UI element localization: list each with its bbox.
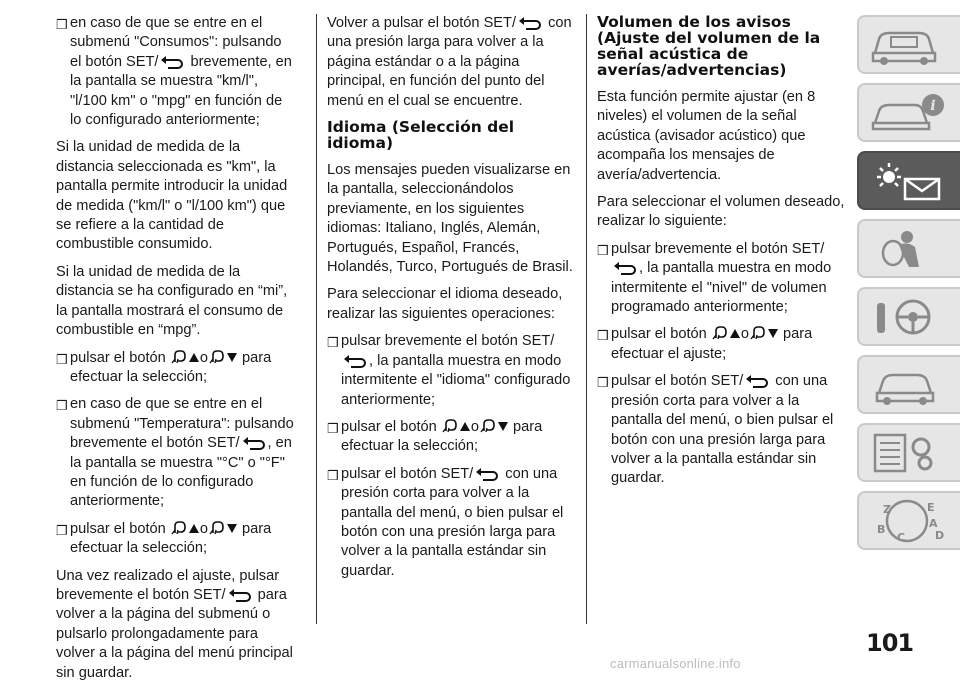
page-number: 101	[866, 629, 914, 657]
column-2	[327, 14, 577, 589]
steering-down-button-icon	[749, 325, 779, 341]
paragraph: Una vez realizado el ajuste, pulsar brevemente el botón SET/ para volver a la página del submenú o pulsarlo prolongadamente para volver a la página del menú principal sin guardar.	[56, 567, 293, 681]
return-button-icon	[613, 261, 637, 275]
paragraph: Si la unidad de medida de la distancia se ha configurado en “mi”, la pantalla mostrará el consumo de combustible en “mpg”.	[56, 263, 288, 339]
steering-up-button-icon	[170, 520, 200, 536]
checklist-gear-icon	[869, 431, 947, 475]
tab-dashboard[interactable]	[857, 15, 960, 74]
list-item: ❒ en caso de que se entre en el submenú "Consumos": pulsando el botón SET/ brevemente, en la pantalla se muestra "km/l", "l/100 km" o "mpg" en función de lo configurado anteriormente;	[56, 15, 292, 129]
car-info-icon	[869, 91, 947, 135]
column-divider	[586, 14, 587, 624]
return-button-icon	[475, 467, 499, 481]
car-dashboard-icon	[869, 23, 947, 67]
steering-down-button-icon	[208, 520, 238, 536]
steering-down-button-icon	[479, 418, 509, 434]
bullet-box-icon: ❒	[597, 328, 609, 344]
list-item: ❒ pulsar el botón o para efectuar la selección;	[327, 418, 543, 455]
column-3	[597, 14, 847, 497]
airbag-seat-icon	[869, 227, 947, 271]
paragraph: Para seleccionar el idioma deseado, realizar las siguientes operaciones:	[327, 286, 563, 322]
bullet-box-icon: ❒	[327, 467, 339, 483]
tab-info[interactable]	[857, 83, 960, 142]
svg-text:D: D	[935, 529, 945, 542]
paragraph: Volver a pulsar el botón SET/ con una presión larga para volver a la página estándar o a la página principal, en función del punto del menú en el cual se encuentre.	[327, 15, 572, 109]
steering-up-button-icon	[711, 325, 741, 341]
tab-start-drive[interactable]	[857, 287, 960, 346]
column-1	[56, 14, 296, 691]
section-heading: Idioma (Selección del idioma)	[327, 118, 515, 153]
watermark: carmanualsonline.info	[610, 656, 741, 671]
alphabetical-index-icon	[869, 499, 947, 543]
svg-text:B: B	[877, 523, 886, 536]
list-item: ❒ pulsar el botón SET/ con una presión corta para volver a la pantalla del menú, o bien pulsar el botón con una presión larga para volver a la pantalla estándar sin guardar.	[327, 465, 564, 579]
bullet-box-icon: ❒	[56, 398, 68, 414]
paragraph: Los mensajes pueden visualizarse en la pantalla, seleccionándolos previamente, en los siguientes idiomas: Italiano, Inglés, Alemán, Portugués, Español, Francés, Holandés, Turco, Portugués de Brasil.	[327, 162, 573, 276]
bullet-box-icon: ❒	[56, 351, 68, 367]
tab-warnings[interactable]	[857, 151, 960, 210]
tab-maintenance[interactable]	[857, 423, 960, 482]
tab-emergency[interactable]	[857, 355, 960, 414]
list-item: ❒ pulsar el botón o para efectuar el ajuste;	[597, 326, 813, 362]
return-button-icon	[228, 588, 252, 602]
column-divider	[316, 14, 317, 624]
return-button-icon	[518, 16, 542, 30]
return-button-icon	[745, 374, 769, 388]
return-button-icon	[242, 436, 266, 450]
list-item: ❒ pulsar el botón SET/ con una presión corta para volver a la pantalla del menú, o bien pulsar el botón con una presión larga para volver a la pantalla estándar sin guardar.	[597, 373, 834, 487]
list-item: ❒ pulsar el botón o para efectuar la selección;	[56, 520, 272, 557]
list-item: ❒ pulsar el botón o para efectuar la selección;	[56, 349, 272, 385]
return-button-icon	[343, 354, 367, 368]
svg-text:E: E	[927, 501, 935, 514]
steering-up-button-icon	[170, 349, 200, 365]
bullet-box-icon: ❒	[327, 420, 339, 436]
bullet-box-icon: ❒	[597, 375, 609, 391]
svg-text:i: i	[930, 98, 936, 114]
bullet-box-icon: ❒	[327, 335, 339, 351]
list-item: ❒ pulsar brevemente el botón SET/ , la pantalla muestra en modo intermitente el "nivel" de volumen programado anteriormente;	[597, 240, 832, 316]
return-button-icon	[160, 55, 184, 69]
section-heading: Volumen de los avisos (Ajuste del volumen de la señal acústica de averías/advertencias)	[597, 13, 821, 79]
svg-text:Z: Z	[883, 503, 891, 516]
warning-light-icon	[869, 159, 947, 203]
bullet-box-icon: ❒	[597, 242, 609, 258]
car-service-icon	[869, 363, 947, 407]
svg-text:C: C	[897, 531, 906, 543]
svg-text:A: A	[929, 517, 938, 530]
bullet-box-icon: ❒	[56, 522, 68, 538]
list-item: ❒ pulsar brevemente el botón SET/ , la pantalla muestra en modo intermitente el "idioma" configurado anteriormente;	[327, 333, 571, 408]
steering-up-button-icon	[441, 418, 471, 434]
tab-safety[interactable]	[857, 219, 960, 278]
paragraph: Para seleccionar el volumen deseado, realizar lo siguiente:	[597, 194, 845, 230]
paragraph: Si la unidad de medida de la distancia seleccionada es "km", la pantalla permite introducir la unidad de medida ("km/l" o "l/100 km") que se refiere a la cantidad de combustible consumido.	[56, 139, 288, 253]
steering-key-icon	[869, 295, 947, 339]
list-item: ❒ en caso de que se entre en el submenú "Temperatura": pulsando brevemente el botón SET/ , en la pantalla se muestra "°C" o "°F" en función de lo configurado anteriormente;	[56, 396, 294, 510]
paragraph: Esta función permite ajustar (en 8 niveles) el volumen de la señal acústica (avisador acústico) que acompaña los mensajes de avería/advertencia.	[597, 89, 816, 183]
bullet-box-icon: ❒	[56, 17, 68, 32]
steering-down-button-icon	[208, 349, 238, 365]
tab-index[interactable]	[857, 491, 960, 550]
